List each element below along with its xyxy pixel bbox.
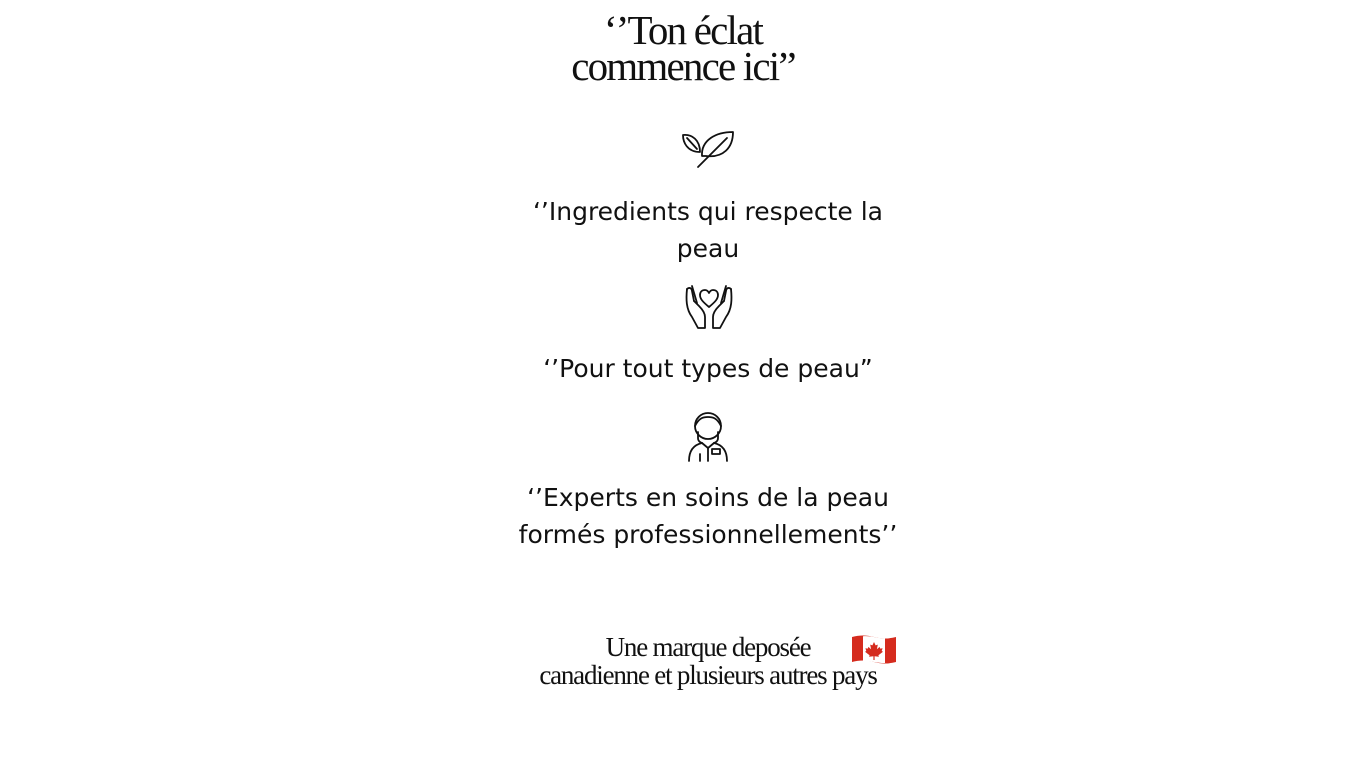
skincare-expert-icon [687,410,729,462]
caring-hands-heart-icon [684,283,734,331]
leaf-icon [681,130,737,170]
feature-experts-text: ‘’Experts en soins de la peau formés professionnellements’’ [518,483,898,549]
feature-skin-types-text: ‘’Pour tout types de peau” [543,354,873,383]
page-headline [483,7,883,89]
canada-flag-icon [851,634,897,665]
trademark-notice [508,633,908,689]
trademark-line-2: canadienne et plusieurs autres pays [539,660,877,690]
headline-line-1: ‘’Ton éclat [603,7,763,53]
trademark-line-1: Une marque deposée [605,632,811,662]
feature-ingredients-text: ‘’Ingredients qui respecte la peau [532,197,884,263]
headline-line-2: commence ici” [571,43,795,89]
